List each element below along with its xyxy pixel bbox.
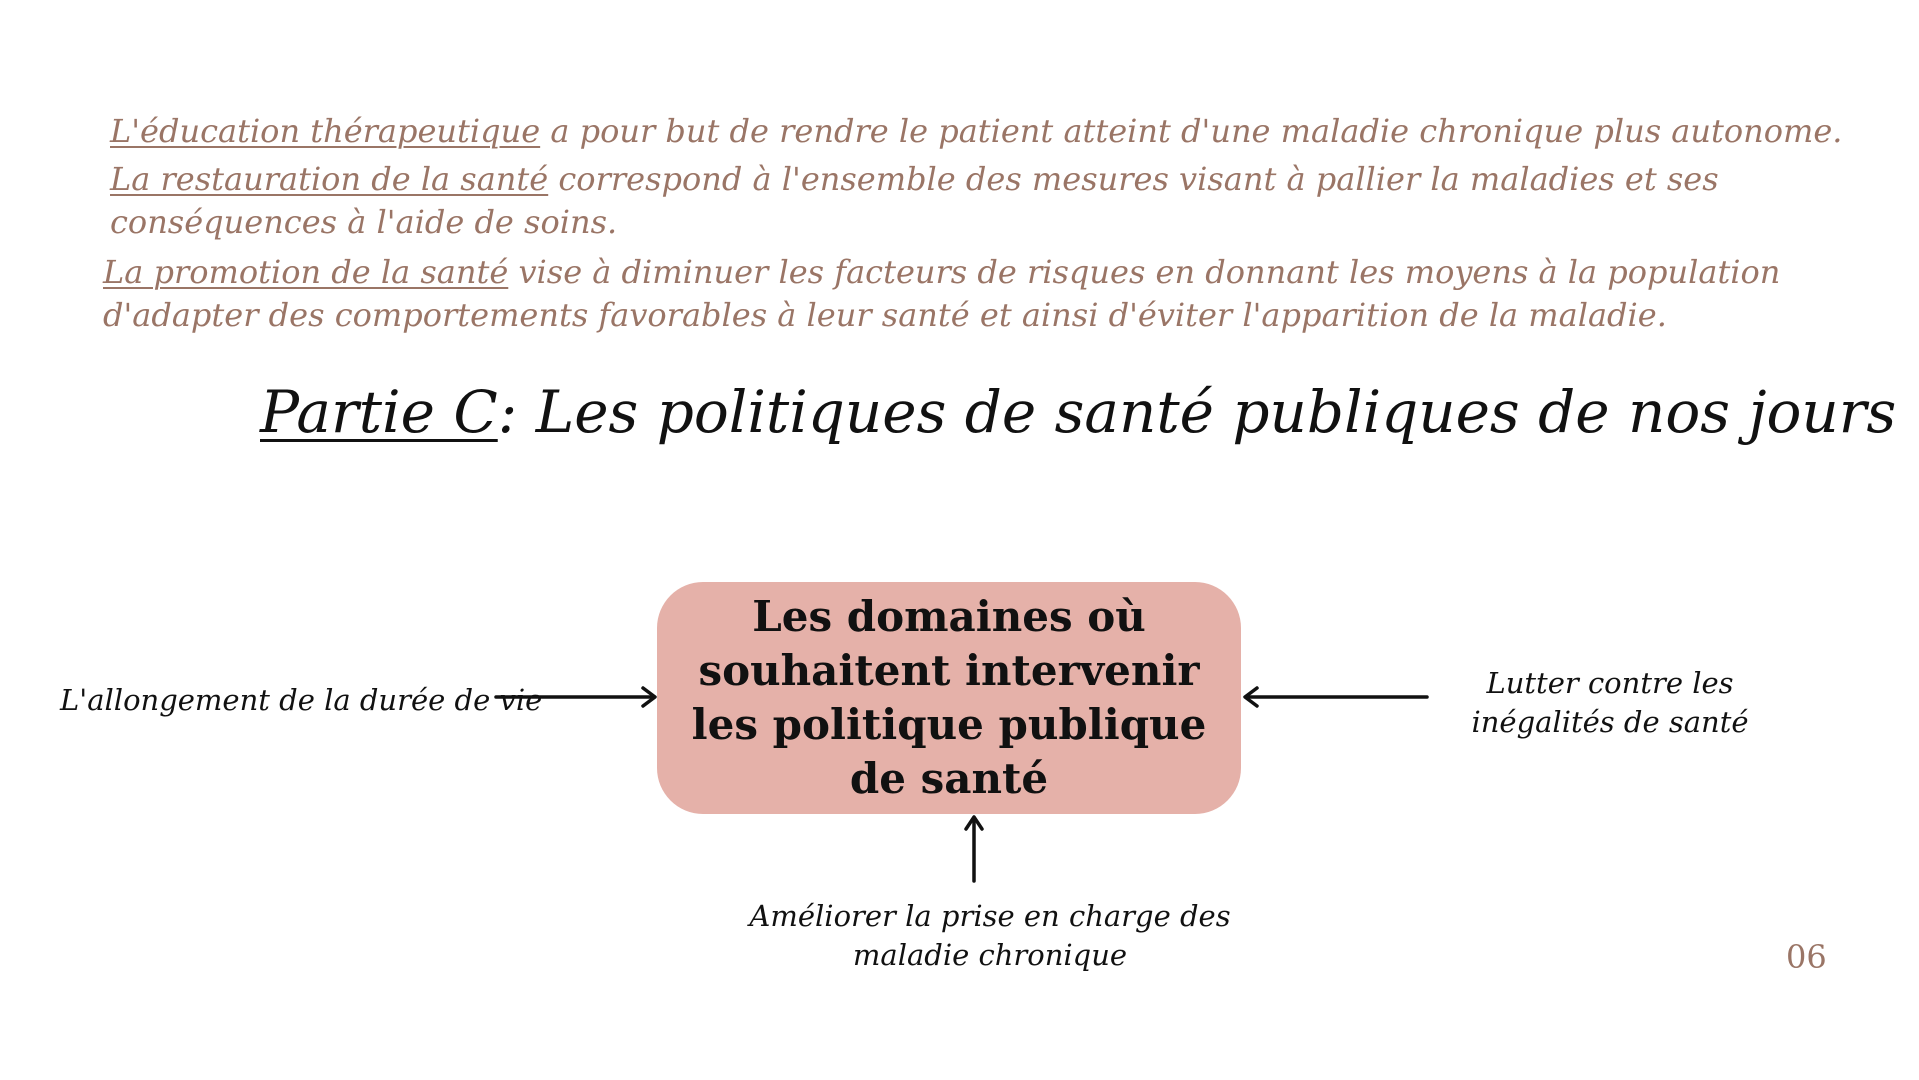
definition-term: La restauration de la santé bbox=[110, 160, 549, 198]
definition-text: a pour but de rendre le patient atteint d'une maladie chronique plus autonome. bbox=[540, 112, 1843, 150]
definition-text: correspond à l'ensemble des mesures visant à pallier la maladies et ses conséquences à l'aide de soins. bbox=[110, 160, 1719, 241]
arrow-right-to-center bbox=[1245, 688, 1427, 706]
definition-term: La promotion de la santé bbox=[103, 253, 509, 291]
page-number: 06 bbox=[1786, 938, 1827, 976]
arrow-bottom-to-center bbox=[966, 817, 982, 881]
diagram-center-text: Les domaines où souhaitent intervenir les politique publique de santé bbox=[691, 592, 1207, 803]
definition-term: L'éducation thérapeutique bbox=[110, 112, 541, 150]
diagram-label-left: L'allongement de la durée de vie bbox=[60, 683, 543, 717]
diagram-label-right: Lutter contre les inégalités de santé bbox=[1471, 666, 1749, 739]
section-label: Partie C bbox=[260, 378, 498, 446]
diagram-label-bottom: Améliorer la prise en charge des maladie chronique bbox=[749, 899, 1231, 972]
arrow-left-to-center bbox=[496, 688, 655, 706]
section-title-text: : Les politiques de santé publiques de nos jours bbox=[497, 378, 1897, 446]
definition-text: vise à diminuer les facteurs de risques en donnant les moyens à la population d'adapter des comportements favorables à leur santé et ainsi d'éviter l'apparition de la maladie. bbox=[103, 253, 1781, 334]
